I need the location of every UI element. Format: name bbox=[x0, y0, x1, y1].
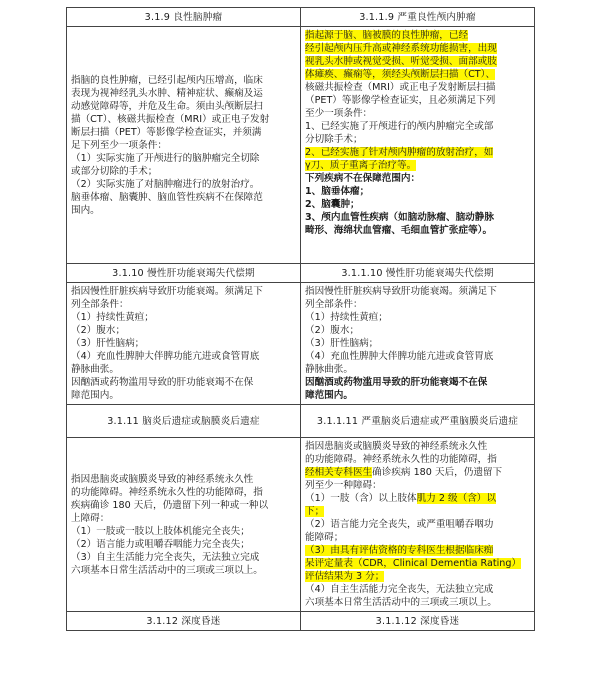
line-text: 2、脑囊肿； bbox=[305, 199, 360, 210]
clause-line: （1）实际实施了开颅进行的脑肿瘤完全切除 bbox=[71, 152, 260, 164]
line-text: 列全部条件： bbox=[305, 299, 363, 310]
left-section-header: 3.1.12 深度昏迷 bbox=[67, 612, 301, 631]
highlighted-text: 2、已经实施了针对颅内肿瘤的放射治疗，如 bbox=[305, 147, 494, 158]
clause-line bbox=[305, 570, 530, 583]
clause-line bbox=[305, 531, 530, 544]
clause-line: 脑垂体瘤、脑囊肿、脑血管性疾病不在保障范 bbox=[71, 191, 263, 203]
right-clause-text bbox=[301, 438, 535, 612]
line-text: 指因患脑炎或脑膜炎导致的神经系统永久性 bbox=[305, 441, 488, 452]
highlighted-text: 体瘫痪、癫痫等，须经头颅断层扫描（CT）、 bbox=[305, 69, 496, 80]
clause-line: 列全部条件： bbox=[71, 299, 129, 310]
clause-line bbox=[305, 363, 530, 376]
clause-line bbox=[305, 311, 530, 324]
line-text: 障范围内。 bbox=[305, 390, 353, 401]
clause-line: 因酗酒或药物滥用导致的肝功能衰竭不在保 bbox=[71, 377, 254, 388]
clause-line bbox=[305, 518, 530, 531]
clause-line bbox=[305, 146, 530, 159]
line-text: 六项基本日常生活活动中的三项或三项以上。 bbox=[305, 597, 497, 608]
clause-line bbox=[305, 376, 530, 389]
line-text: （PET）等影像学检查证实，且必须满足下列 bbox=[305, 95, 496, 106]
clause-line bbox=[305, 94, 530, 107]
highlighted-text: 肌力 2 级（含）以 bbox=[416, 493, 496, 504]
line-text: 指因慢性肝脏疾病导致肝功能衰竭。须满足下 bbox=[305, 286, 497, 297]
clause-line: （2）实际实施了对脑肿瘤进行的放射治疗。 bbox=[71, 178, 260, 190]
right-clause-text bbox=[301, 283, 535, 405]
line-text: （2）语言能力完全丧失，或严重咀嚼吞咽功 bbox=[305, 519, 494, 530]
clause-line bbox=[305, 81, 530, 94]
clause-line: （3）自主生活能力完全丧失，无法独立完成 bbox=[71, 551, 260, 563]
clause-line: 围内。 bbox=[71, 204, 100, 216]
line-text: （2）腹水； bbox=[305, 325, 360, 336]
left-section-header: 3.1.10 慢性肝功能衰竭失代偿期 bbox=[67, 264, 301, 283]
section-body-row bbox=[67, 27, 535, 264]
highlighted-text: 下； bbox=[305, 506, 325, 517]
clause-line: 疾病确诊 180 天后，仍遗留下列一种或一种以 bbox=[71, 499, 269, 511]
line-text: （4）自主生活能力完全丧失，无法独立完成 bbox=[305, 584, 494, 595]
line-text: 畸形、海绵状血管瘤、毛细血管扩张症等）。 bbox=[305, 225, 493, 236]
clause-line: 上障碍： bbox=[71, 512, 110, 524]
clause-line bbox=[305, 185, 530, 198]
left-clause-text bbox=[67, 283, 301, 405]
clause-line bbox=[305, 29, 530, 42]
clause-line: （3）肝性脑病； bbox=[71, 338, 145, 349]
clause-line bbox=[305, 133, 530, 146]
clause-line bbox=[305, 596, 530, 609]
section-body-row bbox=[67, 438, 535, 612]
line-text: 下列疾病不在保障范围内： bbox=[305, 173, 421, 184]
line-text: 3、颅内血管性疾病（如脑动脉瘤、脑动静脉 bbox=[305, 212, 494, 223]
section-header-row bbox=[67, 8, 535, 27]
clause-line bbox=[305, 544, 530, 557]
highlighted-text: 视乳头水肿或视觉受损、听觉受损、面部或肢 bbox=[305, 56, 497, 67]
clause-line: 足下列至少一项条件： bbox=[71, 139, 167, 151]
clause-line bbox=[305, 557, 530, 570]
clause-line: 指因患脑炎或脑膜炎导致的神经系统永久性 bbox=[71, 473, 254, 485]
clause-line bbox=[305, 453, 530, 466]
left-clause-text bbox=[67, 27, 301, 264]
clause-line: 表现为视神经乳头水肿、精神症状、癫痫及运 bbox=[71, 87, 263, 99]
clause-line: 指因慢性肝脏疾病导致肝功能衰竭。须满足下 bbox=[71, 286, 263, 297]
line-text: （4）充血性脾肿大伴脾功能亢进或食管胃底 bbox=[305, 351, 494, 362]
clause-line bbox=[305, 479, 530, 492]
clause-line bbox=[305, 337, 530, 350]
clause-line: 经相关专科医生确诊疾病 180 天后，仍遗留下 bbox=[305, 467, 503, 478]
right-clause-text bbox=[301, 27, 535, 264]
right-section-header: 3.1.1.9 严重良性颅内肿瘤 bbox=[301, 8, 535, 27]
section-header-row bbox=[67, 405, 535, 438]
clause-line bbox=[305, 159, 530, 172]
highlighted-text: 评估结果为 3 分； bbox=[305, 571, 385, 582]
line-text: 核磁共振检查（MRI）或正电子发射断层扫描 bbox=[305, 82, 496, 93]
clause-line bbox=[305, 172, 530, 185]
clause-line bbox=[305, 224, 530, 237]
clause-line: 动感觉障碍等，并危及生命。须由头颅断层扫 bbox=[71, 100, 263, 112]
highlighted-text: 指起源于脑、脑被膜的良性肿瘤，已经 bbox=[305, 30, 469, 41]
clause-line bbox=[305, 350, 530, 363]
clause-line bbox=[305, 55, 530, 68]
clause-line: 指脑的良性肿瘤，已经引起颅内压增高，临床 bbox=[71, 74, 263, 86]
table-body bbox=[67, 8, 535, 631]
left-clause-text bbox=[67, 438, 301, 612]
clause-line: （2）语言能力或咀嚼吞咽能力完全丧失； bbox=[71, 538, 250, 550]
clause-line bbox=[305, 285, 530, 298]
highlighted-text: 呆评定量表（CDR，Clinical Dementia Rating） bbox=[305, 558, 522, 569]
clause-line bbox=[305, 440, 530, 453]
line-text: 1、脑垂体瘤； bbox=[305, 186, 370, 197]
section-header-row bbox=[67, 612, 535, 631]
line-text: 的功能障碍。神经系统永久性的功能障碍，指 bbox=[305, 454, 497, 465]
right-section-header: 3.1.1.12 深度昏迷 bbox=[301, 612, 535, 631]
left-section-header: 3.1.11 脑炎后遗症或脑膜炎后遗症 bbox=[67, 405, 301, 438]
highlighted-text: 经相关专科医生 bbox=[305, 467, 373, 478]
clause-line: （1）一肢或一肢以上肢体机能完全丧失； bbox=[71, 525, 250, 537]
clause-line: 描（CT）、核磁共振检查（MRI）或正电子发射 bbox=[71, 113, 270, 125]
clause-line: （4）充血性脾肿大伴脾功能亢进或食管胃底 bbox=[71, 351, 260, 362]
clause-line bbox=[305, 42, 530, 55]
line-text: （1）持续性黄疸； bbox=[305, 312, 388, 323]
clause-line: 静脉曲张。 bbox=[71, 364, 119, 375]
clause-line bbox=[305, 211, 530, 224]
clause-line: （2）腹水； bbox=[71, 325, 126, 336]
clause-line: 的功能障碍。神经系统永久性的功能障碍，指 bbox=[71, 486, 263, 498]
line-text: 1、已经实施了开颅进行的颅内肿瘤完全或部 bbox=[305, 121, 494, 132]
clause-line bbox=[305, 583, 530, 596]
comparison-table bbox=[66, 7, 535, 631]
clause-line bbox=[305, 389, 530, 402]
line-text: 能障碍； bbox=[305, 532, 344, 543]
left-section-header: 3.1.9 良性脑肿瘤 bbox=[67, 8, 301, 27]
clause-line bbox=[305, 68, 530, 81]
section-header-row bbox=[67, 264, 535, 283]
clause-line bbox=[305, 198, 530, 211]
clause-line: 障范围内。 bbox=[71, 390, 119, 401]
line-text: （3）肝性脑病； bbox=[305, 338, 379, 349]
line-text: 列至少一种障碍： bbox=[305, 480, 382, 491]
clause-line bbox=[305, 107, 530, 120]
clause-line: （1）持续性黄疸； bbox=[71, 312, 154, 323]
clause-line: 或部分切除的手术； bbox=[71, 165, 158, 177]
clause-line bbox=[305, 505, 530, 518]
line-text: 静脉曲张。 bbox=[305, 364, 353, 375]
clause-line: （1）一肢（含）以上肢体肌力 2 级（含）以 bbox=[305, 493, 496, 504]
highlighted-text: γ刀、质子重离子治疗等。 bbox=[305, 160, 417, 171]
clause-line bbox=[305, 324, 530, 337]
right-section-header: 3.1.1.10 慢性肝功能衰竭失代偿期 bbox=[301, 264, 535, 283]
clause-line: 断层扫描（PET）等影像学检查证实，并须满 bbox=[71, 126, 262, 138]
highlighted-text: 经引起颅内压升高或神经系统功能损害，出现 bbox=[305, 43, 497, 54]
line-text: 因酗酒或药物滥用导致的肝功能衰竭不在保 bbox=[305, 377, 488, 388]
clause-line bbox=[305, 120, 530, 133]
line-text: 至少一项条件： bbox=[305, 108, 373, 119]
right-section-header: 3.1.1.11 严重脑炎后遗症或严重脑膜炎后遗症 bbox=[301, 405, 535, 438]
clause-line: 六项基本日常生活活动中的三项或三项以上。 bbox=[71, 564, 263, 576]
line-text: 分切除手术； bbox=[305, 134, 363, 145]
clause-line bbox=[305, 298, 530, 311]
highlighted-text: （3）由具有评估资格的专科医生根据临床痴 bbox=[305, 545, 494, 556]
section-body-row bbox=[67, 283, 535, 405]
